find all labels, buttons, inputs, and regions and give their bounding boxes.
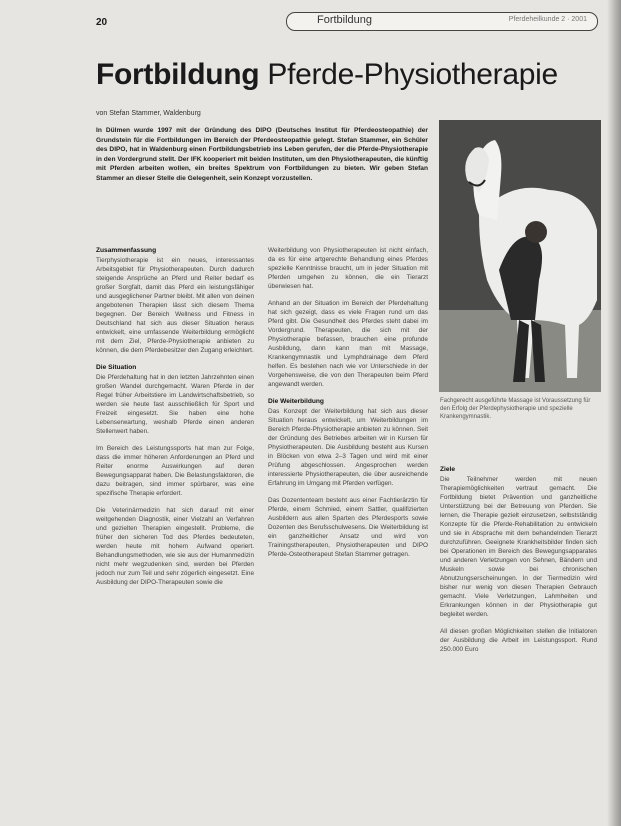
- paragraph-col2-4: Das Dozententeam besteht aus einer Fachtierärztin für Pferde, einem Schmied, einem Sattler, qualifizierten Ausbildern aus allen Sparten des Pferdesports sowie Dozenten des Berufsschulwesens. Die Weiterbildung ist ein ganzheitlicher Ansatz und wird von Trainingstherapeuten, Physiotherapeuten und DIPO Pferde-Osteotherapeut Stefan Stammer getragen.: [268, 497, 428, 558]
- title-light: Pferde-Physiotherapie: [267, 58, 558, 91]
- paragraph-col2-2: Anhand an der Situation im Bereich der Pferdehaltung hat sich gezeigt, dass es viele Fragen rund um das Pferd gibt. Die Gesundheit des Pferdes steht dabei im Vordergrund. Therapeuten, die sich mit der Physiotherapie befassen, brauchen eine profunde Ausbildung, dann kann man mit Massage, Krankengymnastik und Lymphdrainage dem Pferd helfen. Es bestehen nach wie vor Unterschiede in der Vorgehensweise, die von den Therapeuten beim Pferd angewandt werden.: [268, 300, 428, 388]
- heading-goals: Ziele: [440, 466, 456, 473]
- photo-caption: Fachgerecht ausgeführte Massage ist Voraussetzung für den Erfolg der Pferdephysiotherapie und spezielle Krankengymnastik.: [440, 398, 591, 420]
- page-number: 20: [96, 17, 108, 28]
- horse-physiotherapy-photo: [439, 120, 601, 392]
- paragraph-situation-3: Die Veterinärmedizin hat sich darauf mit einer weitgehenden Diagnostik, einer Vielzahl an Verfahren und gezielten Therapien eingestellt. Probleme, die früher den sicheren Tod des Pferdes bedeuteten, werden heute mit hohem Aufwand operiert. Behandlungsmethoden, wie sie aus der Humanmedizin nicht mehr wegzudenken sind, werden bei Pferden jedoch nur zum Teil und sehr zögerlich eingesetzt. Eine Ausbildung der DIPO-Therapeuten sowie die: [96, 507, 254, 586]
- paragraph-col2-3: Das Konzept der Weiterbildung hat sich aus dieser Situation heraus entwickelt, um Weiterbildungen im Bereich Pferde-Physiotherapie anbieten zu können. Seit der Gründung des Betriebes arbeiten wir in Kursen für Physiotherapeuten. Die Ausbildung besteht aus Kursen in Blöcken von etwa 2–3 Tagen und wird mit einer Prüfung abgeschlossen. Angesprochen werden interessierte Physiotherapeuten, die über ausreichende Erfahrung im Umgang mit Pferden verfügen.: [268, 408, 428, 487]
- page-fold-shadow: [607, 0, 621, 826]
- column-3: [440, 465, 597, 662]
- paragraph-summary: Tierphysiotherapie ist ein neues, interessantes Arbeitsgebiet für Physiotherapeuten. Durch dadurch steigende Ansprüche an Pferd und Reiter bedarf es großer Sorgfalt, damit das Pferd ein leistungsfähiger und ausgeglichener Partner bleibt. Mit allen von deinen angebotenen Therapien lässt sich diesem Thema begegnen. Der Bereich Wellness und Fitness in Deutschland hat sich aus dieser Situation heraus entwickelt, eine umfassende Weiterbildung ermöglicht mit dem Ziel, Pferde-Physiotherapie anbieten zu können, die dem Pferdebesitzer den Zugang erleichtert.: [96, 257, 254, 354]
- paragraph-goals: Die Teilnehmer werden mit neuen Therapiemöglichkeiten vertraut gemacht. Die Fortbildung bietet Prävention und ganzheitliche Unterstützung bei der Betreuung von Pferden. Sie lernen, die Therapie gezielt einzusetzen, selbstständig Konzepte für die Pferde-Rehabilitation zu entwickeln und sie in Absprache mit dem behandelnden Tierarzt durchzuführen. Geeignete Krankheitsbilder finden sich bei Operationen im Bereich des Bewegungsapparates und anderen Verletzungen von Sehnen, Bändern und Muskeln sowie bei chronischen Abnutzungserscheinungen. In der Tiermedizin wird bisher nur wenig von diesen Therapien Gebrauch gemacht. Viele Verletzungen, Lahmheiten und Erkrankungen können in der Physiotherapie gut begleitet werden.: [440, 476, 597, 618]
- column-1: [96, 246, 254, 595]
- lead-paragraph: In Dülmen wurde 1997 mit der Gründung des DIPO (Deutsches Institut für Pferdeosteopathie) der Grundstein für die Fortbildungen im Bereich der Pferdeosteopathie gelegt. Stefan Stammer, ein Schüler des DIPO, hat in Waldenburg einen Fortbildungsbetrieb ins Leben gerufen, der die Pferde-Physiotherapie in den Vordergrund stellt. Der IFK kooperiert mit beiden Instituten, um den Physiotherapeuten, die künftig mit Pferden arbeiten wollen, ein breites Spektrum von Fortbildungen zu bieten. Wir geben Stefan Stammer an dieser Stelle die Gelegenheit, sein Konzept vorzustellen.: [96, 127, 428, 182]
- title-bold: Fortbildung: [96, 58, 260, 91]
- byline: von Stefan Stammer, Waldenburg: [96, 110, 201, 117]
- paragraph-situation-2: Im Bereich des Leistungssports hat man zur Folge, dass die immer höheren Anforderungen an Pferd und Reiter enorme Auswirkungen auf deren Bewegungsapparat haben. Die Belastungsfaktoren, die dazu beitragen, sind immer spürbarer, was eine spezifische Therapie erfordert.: [96, 445, 254, 497]
- heading-summary: Zusammenfassung: [96, 247, 157, 254]
- heading-further-training: Die Weiterbildung: [268, 398, 324, 405]
- section-label: Fortbildung: [317, 14, 373, 26]
- photo-illustration: [439, 120, 601, 392]
- section-header-tab: [286, 12, 598, 31]
- column-2: [268, 246, 428, 567]
- paragraph-final: All diesen großen Möglichkeiten stellen die Initiatoren der Ausbildung die Arbeit im Leistungssport. Rund 250.000 Euro: [440, 628, 597, 653]
- article-title: [96, 56, 558, 94]
- paragraph-situation-1: Die Pferdehaltung hat in den letzten Jahrzehnten einen großen Wandel durchgemacht. Waren Pferde in der Regel früher Arbeitstiere im Landwirtschaftsbetrieb, so werden sie heute fast ausschließlich für Sport und Freizeit eingesetzt. Sie haben eine hohe Lebenserwartung, weshalb Pferde einen anderen Stellenwert haben.: [96, 374, 254, 435]
- paragraph-col2-1: Weiterbildung von Physiotherapeuten ist nicht einfach, da es für eine artgerechte Behandlung eines Pferdes spezielle Kenntnisse braucht, um in jeder Situation mit Pferden umgehen zu können, die ein Tierarzt überwiesen hat.: [268, 247, 428, 290]
- heading-situation: Die Situation: [96, 364, 137, 371]
- issue-label: Pferdeheilkunde 2 · 2001: [508, 16, 587, 23]
